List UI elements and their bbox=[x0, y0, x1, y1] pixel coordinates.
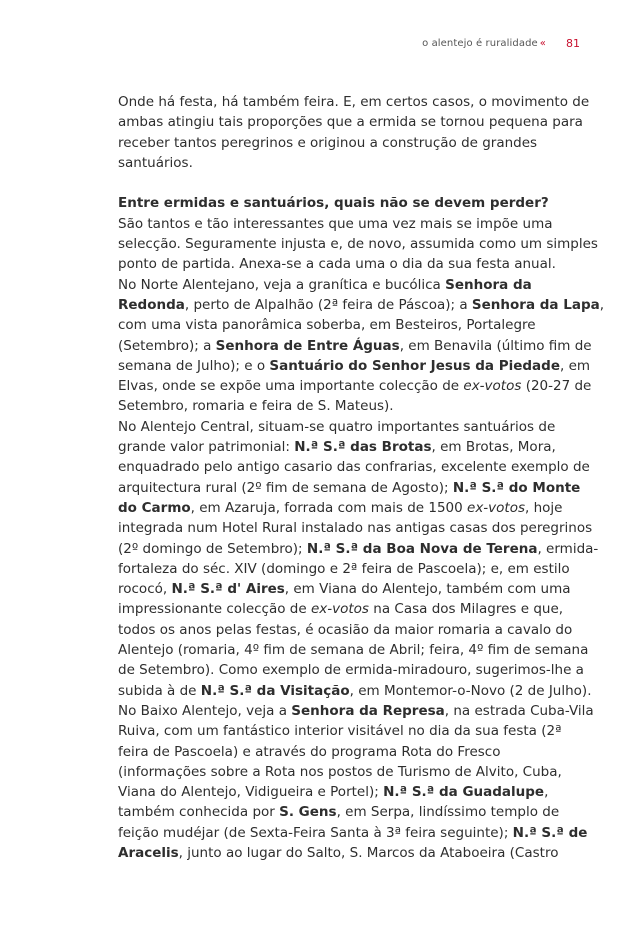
text-run: , junto ao lugar do Salto, S. Marcos da Ataboeira (Castro bbox=[178, 844, 559, 861]
text-run: No Alentejo Central, situam-se quatro importantes santuários de bbox=[118, 418, 556, 435]
intro-line: Onde há festa, há também feira. E, em certos casos, o movimento de bbox=[118, 94, 590, 110]
bold-run: Santuário do Senhor Jesus da Piedade bbox=[269, 357, 560, 374]
intro-line: santuários. bbox=[118, 154, 193, 171]
body-line bbox=[118, 823, 588, 843]
text-run: fortaleza do séc. XIV (domingo e 2ª feira de Pascoela); e, em estilo bbox=[118, 560, 570, 577]
text-run: (2º domingo de Setembro); bbox=[118, 540, 307, 557]
italic-run: ex-votos bbox=[467, 499, 526, 516]
body-line bbox=[118, 254, 580, 274]
text-run: na Casa dos Milagres e que, bbox=[368, 601, 564, 618]
text-run: arquitectura rural (2º fim de semana de Agosto); bbox=[118, 479, 453, 496]
bold-run: S. Gens bbox=[279, 804, 337, 821]
body-line bbox=[118, 234, 598, 254]
bold-run: Aracelis bbox=[118, 844, 179, 861]
text-run: , bbox=[544, 784, 549, 801]
intro-line: receber tantos peregrinos e originou a construção de grandes bbox=[118, 134, 538, 151]
body-line bbox=[118, 498, 580, 518]
running-header-title: o alentejo é ruralidade « bbox=[422, 38, 546, 49]
body-line bbox=[118, 701, 594, 721]
text-run: , em Brotas, Mora, bbox=[431, 439, 556, 456]
body-line bbox=[118, 275, 580, 295]
body-line bbox=[118, 640, 589, 660]
paragraph-spacer bbox=[118, 173, 580, 193]
text-run: (informações sobre a Rota nos postos de Turismo de Alvito, Cuba, bbox=[118, 763, 562, 780]
bold-run: N.ª S.ª do Monte bbox=[452, 479, 581, 496]
body-line bbox=[118, 478, 580, 498]
bold-run: Senhora de Entre Águas bbox=[215, 337, 400, 354]
body-line bbox=[118, 295, 605, 315]
text-run: grande valor patrimonial: bbox=[118, 439, 295, 456]
text-run: feição mudéjar (de Sexta-Feira Santa à 3ª feira seguinte); bbox=[118, 824, 513, 841]
shrines-text bbox=[118, 214, 605, 864]
body-line bbox=[118, 437, 580, 457]
body-line bbox=[118, 579, 580, 599]
bold-run: N.ª S.ª da Visitação bbox=[200, 682, 350, 699]
text-run: No Norte Alentejano, veja a granítica e bucólica bbox=[118, 276, 446, 293]
body-line bbox=[118, 539, 599, 559]
text-run: rococó, bbox=[118, 581, 172, 598]
text-run: Setembro, romaria e feira de S. Mateus). bbox=[118, 398, 394, 415]
article-body bbox=[118, 92, 605, 863]
text-run: , ermida- bbox=[537, 540, 599, 557]
text-run: , em Serpa, lindíssimo templo de bbox=[336, 804, 560, 821]
text-run: Alentejo (romaria, 4º fim de semana de Abril; feira, 4º fim de semana bbox=[118, 642, 589, 659]
text-run: enquadrado pelo antigo casario das confrarias, excelente exemplo de bbox=[118, 459, 590, 476]
text-run: , hoje bbox=[525, 499, 563, 516]
body-line bbox=[118, 315, 580, 335]
body-line bbox=[118, 336, 592, 356]
text-run: , em bbox=[559, 357, 591, 374]
body-line bbox=[118, 559, 580, 579]
bold-run: N.ª S.ª d' Aires bbox=[171, 581, 285, 598]
intro-line: ambas atingiu tais proporções que a ermida se tornou pequena para bbox=[118, 114, 583, 131]
text-run: subida à de bbox=[118, 682, 201, 699]
text-run: semana de Julho); e o bbox=[118, 357, 270, 374]
italic-run: ex-votos bbox=[310, 601, 369, 618]
header-arrow-glyph: « bbox=[539, 38, 546, 49]
text-run: , perto de Alpalhão (2ª feira de Páscoa); a bbox=[184, 296, 472, 313]
body-line bbox=[118, 214, 580, 234]
text-run: todos os anos pelas festas, é ocasião da maior romaria a cavalo do bbox=[118, 621, 573, 638]
bold-run: N.ª S.ª de bbox=[512, 824, 588, 841]
text-run: Viana do Alentejo, Vidigueira e Portel); bbox=[118, 784, 384, 801]
text-run: de Setembro). Como exemplo de ermida-miradouro, sugerimos-lhe a bbox=[118, 662, 584, 679]
body-line bbox=[118, 721, 580, 741]
bold-run: do Carmo bbox=[118, 499, 191, 516]
body-line bbox=[118, 620, 580, 640]
text-run: (20-27 de bbox=[521, 378, 592, 395]
running-header bbox=[0, 37, 638, 57]
text-run: ponto de partida. Anexa-se a cada uma o dia da sua festa anual. bbox=[118, 256, 556, 273]
body-line bbox=[118, 762, 580, 782]
bold-run: N.ª S.ª da Boa Nova de Terena bbox=[306, 540, 538, 557]
text-run: com uma vista panorâmica soberba, em Besteiros, Portalegre bbox=[118, 317, 536, 334]
text-run: selecção. Seguramente injusta e, de novo, assumida como um simples bbox=[118, 236, 598, 253]
text-run: feira de Pascoela) e através do programa Rota do Fresco bbox=[118, 743, 501, 760]
text-run: integrada num Hotel Rural instalado nas antigas casas dos peregrinos bbox=[118, 520, 593, 537]
bold-run: Redonda bbox=[118, 296, 185, 313]
page-number: 81 bbox=[566, 37, 580, 50]
body-line bbox=[118, 396, 580, 416]
text-run: também conhecida por bbox=[118, 804, 280, 821]
body-line bbox=[118, 457, 590, 477]
bold-run: N.ª S.ª da Guadalupe bbox=[383, 784, 545, 801]
text-run: , em Montemor-o-Novo (2 de Julho). bbox=[349, 682, 592, 699]
text-run: (Setembro); a bbox=[118, 337, 216, 354]
section-heading: Entre ermidas e santuários, quais não se devem perder? bbox=[118, 195, 549, 212]
text-run: , na estrada Cuba-Vila bbox=[444, 702, 594, 719]
bold-run: Senhora da bbox=[445, 276, 532, 293]
body-line bbox=[118, 660, 584, 680]
body-line bbox=[118, 376, 592, 396]
bold-run: Senhora da Represa bbox=[291, 702, 445, 719]
body-line bbox=[118, 599, 580, 619]
text-run: No Baixo Alentejo, veja a bbox=[118, 702, 292, 719]
text-run: Ruiva, com um fantástico interior visitável no dia da sua festa (2ª bbox=[118, 723, 562, 740]
text-run: impressionante colecção de bbox=[118, 601, 311, 618]
body-line bbox=[118, 843, 580, 863]
body-line bbox=[118, 417, 580, 437]
body-line bbox=[118, 518, 593, 538]
body-line bbox=[118, 782, 580, 802]
text-run: , em Azaruja, forrada com mais de 1500 bbox=[190, 499, 468, 516]
bold-run: N.ª S.ª das Brotas bbox=[294, 439, 432, 456]
text-run: Elvas, onde se expõe uma importante colecção de bbox=[118, 378, 464, 395]
body-line bbox=[118, 681, 592, 701]
body-line bbox=[118, 742, 580, 762]
text-run: , bbox=[599, 296, 605, 313]
text-run: , em Benavila (último fim de bbox=[399, 337, 592, 354]
body-line bbox=[118, 356, 591, 376]
bold-run: Senhora da Lapa bbox=[471, 296, 600, 313]
body-line bbox=[118, 802, 580, 822]
text-run: São tantos e tão interessantes que uma vez mais se impõe uma bbox=[118, 215, 553, 232]
italic-run: ex-votos bbox=[463, 378, 522, 395]
text-run: , em Viana do Alentejo, também com uma bbox=[284, 581, 571, 598]
